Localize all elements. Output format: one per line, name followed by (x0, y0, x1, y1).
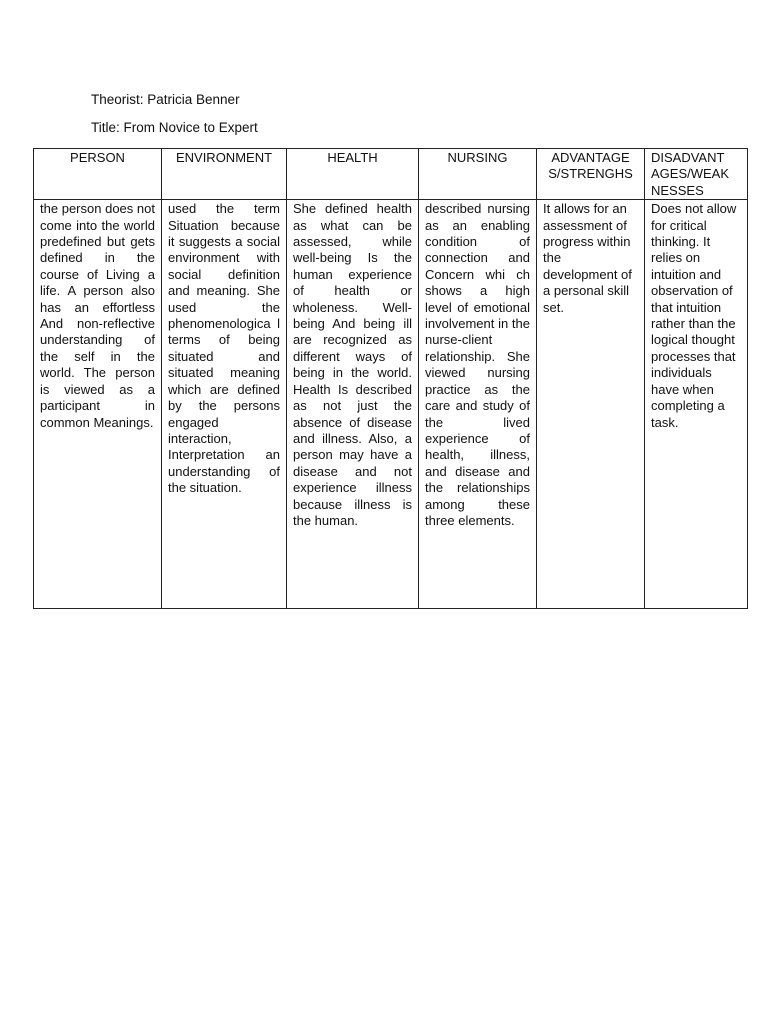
theorist-line: Theorist: Patricia Benner (91, 92, 240, 107)
title-line: Title: From Novice to Expert (91, 120, 258, 135)
cell-health: She defined health as what can be assessed, while well-being Is the human experience of health or wholeness. Well-being And being ill are recognized as different ways of being in the world. Health Is described as not just the absence of disease and illness. Also, a person may have a disease and not experience illness because illness is the human. (287, 200, 419, 609)
header-row (34, 149, 748, 200)
cell-environment: used the term Situation because it suggests a social environment with social definition and meaning. She used the phenomenologica l terms of being situated and situated meaning which are defined by the persons engaged interaction, Interpretation an understanding of the situation. (162, 200, 287, 609)
header-person: PERSON (34, 149, 162, 200)
header-nursing: NURSING (419, 149, 537, 200)
cell-person: the person does not come into the world predefined but gets defined in the course of Living a life. A person also has an effortless And non-reflective understanding of the self in the world. The person is viewed as a participant in common Meanings. (34, 200, 162, 609)
header-disadvantages: DISADVANT AGES/WEAK NESSES (645, 149, 748, 200)
table-row (34, 200, 748, 609)
header-environment: ENVIRONMENT (162, 149, 287, 200)
header-health: HEALTH (287, 149, 419, 200)
cell-advantages: It allows for an assessment of progress within the development of a personal skill set. (537, 200, 645, 609)
cell-disadvantages: Does not allow for critical thinking. It relies on intuition and observation of that intuition rather than the logical thought processes that individuals have when completing a task. (645, 200, 748, 609)
cell-nursing: described nursing as an enabling condition of connection and Concern whi ch shows a high level of emotional involvement in the nurse-client relationship. She viewed nursing practice as the care and study of the lived experience of health, illness, and disease and the relationships among these three elements. (419, 200, 537, 609)
header-advantages: ADVANTAGE S/STRENGHS (537, 149, 645, 200)
theory-table (33, 148, 748, 609)
